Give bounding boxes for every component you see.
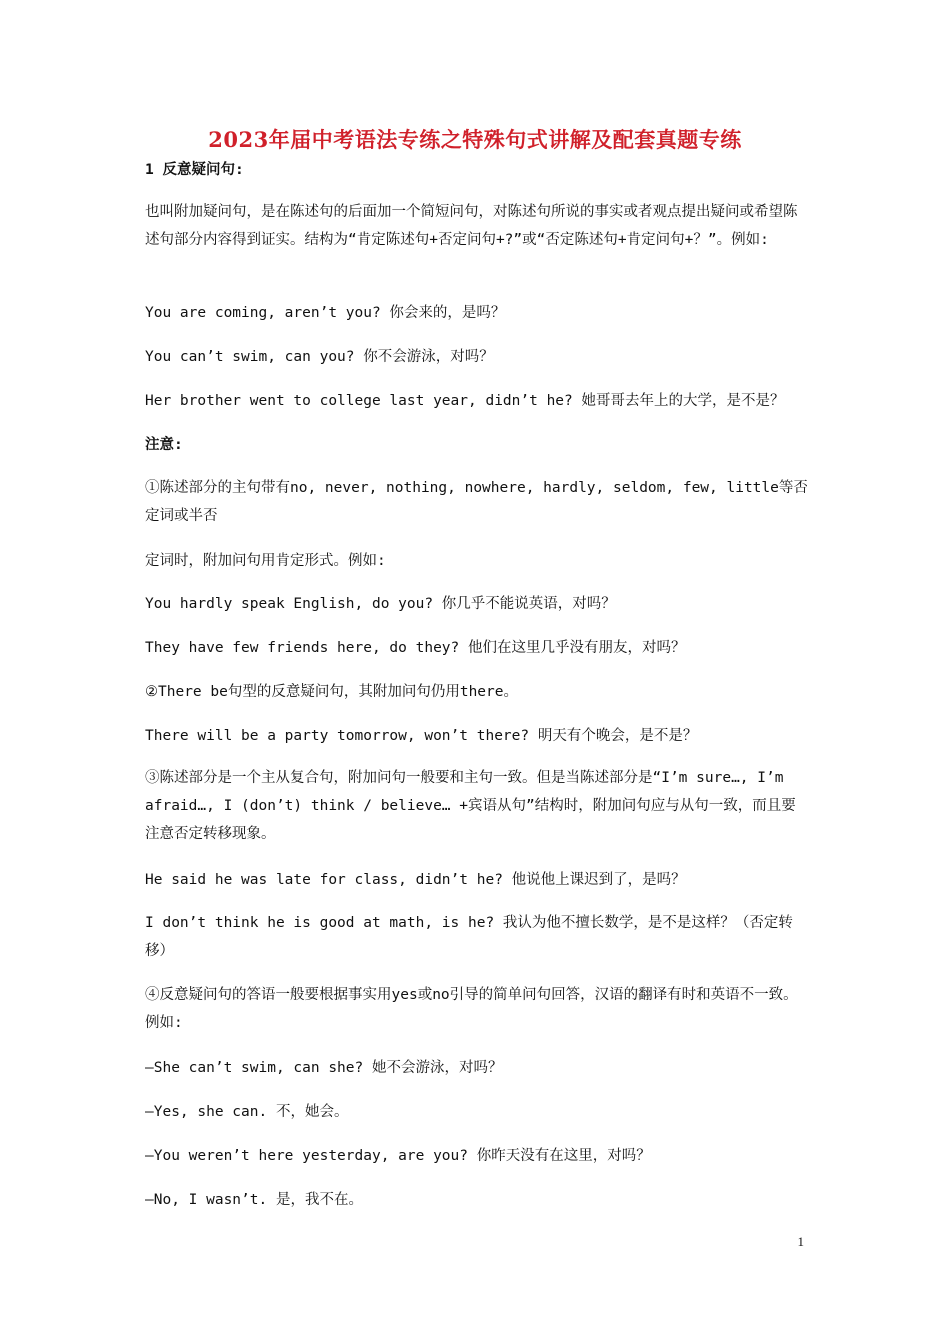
dialogue-line: —No, I wasn’t. 是，我不在。 [145,1192,363,1208]
note-3-text: ③陈述部分是一个主从复合句，附加问句一般要和主句一致。但是当陈述部分是“I’m sure…, I’m afraid…, I (don’t) think / believe… +宾语从句”结构时，附加问句应与从句一致，而且要注意否定转移现象。 [145,770,796,842]
section-heading: 1 反意疑问句: [145,162,244,178]
example-line: You are coming, aren’t you? 你会来的，是吗？ [145,305,506,321]
example-line: Her brother went to college last year, didn’t he? 她哥哥去年上的大学，是不是？ [145,393,785,409]
example-line: I don’t think he is good at math, is he? 我认为他不擅长数学，是不是这样？（否定转移） [145,915,793,959]
dialogue-line: —Yes, she can. 不，她会。 [145,1104,349,1120]
example-line: You hardly speak English, do you? 你几乎不能说英语，对吗？ [145,596,616,612]
dialogue-line: —You weren’t here yesterday, are you? 你昨天没有在这里，对吗？ [145,1148,651,1164]
intro-paragraph: 也叫附加疑问句，是在陈述句的后面加一个简短问句，对陈述句所说的事实或者观点提出疑问或希望陈述句部分内容得到证实。结构为“肯定陈述句+否定问句+?”或“否定陈述句+肯定问句+？”。例如: [145,204,798,248]
note-4-text: ④反意疑问句的答语一般要根据事实用yes或no引导的简单问句回答，汉语的翻译有时和英语不一致。例如: [145,987,798,1031]
note-1-continuation: 定词时，附加问句用肯定形式。例如: [145,553,386,569]
note-2-text: ②There be句型的反意疑问句，其附加问句仍用there。 [145,684,518,700]
note-label: 注意: [145,437,183,453]
example-line: They have few friends here, do they? 他们在这里几乎没有朋友，对吗？ [145,640,686,656]
page-title: 2023年届中考语法专练之特殊句式讲解及配套真题专练 [208,127,742,152]
dialogue-line: —She can’t swim, can she? 她不会游泳，对吗？ [145,1060,503,1076]
example-line: There will be a party tomorrow, won’t there? 明天有个晚会，是不是？ [145,728,698,744]
example-line: He said he was late for class, didn’t he? 他说他上课迟到了，是吗？ [145,872,686,888]
example-line: You can’t swim, can you? 你不会游泳，对吗？ [145,349,494,365]
note-1-text: ①陈述部分的主句带有no, never, nothing, nowhere, hardly, seldom, few, little等否定词或半否 [145,480,808,524]
page-number: 1 [797,1234,804,1249]
